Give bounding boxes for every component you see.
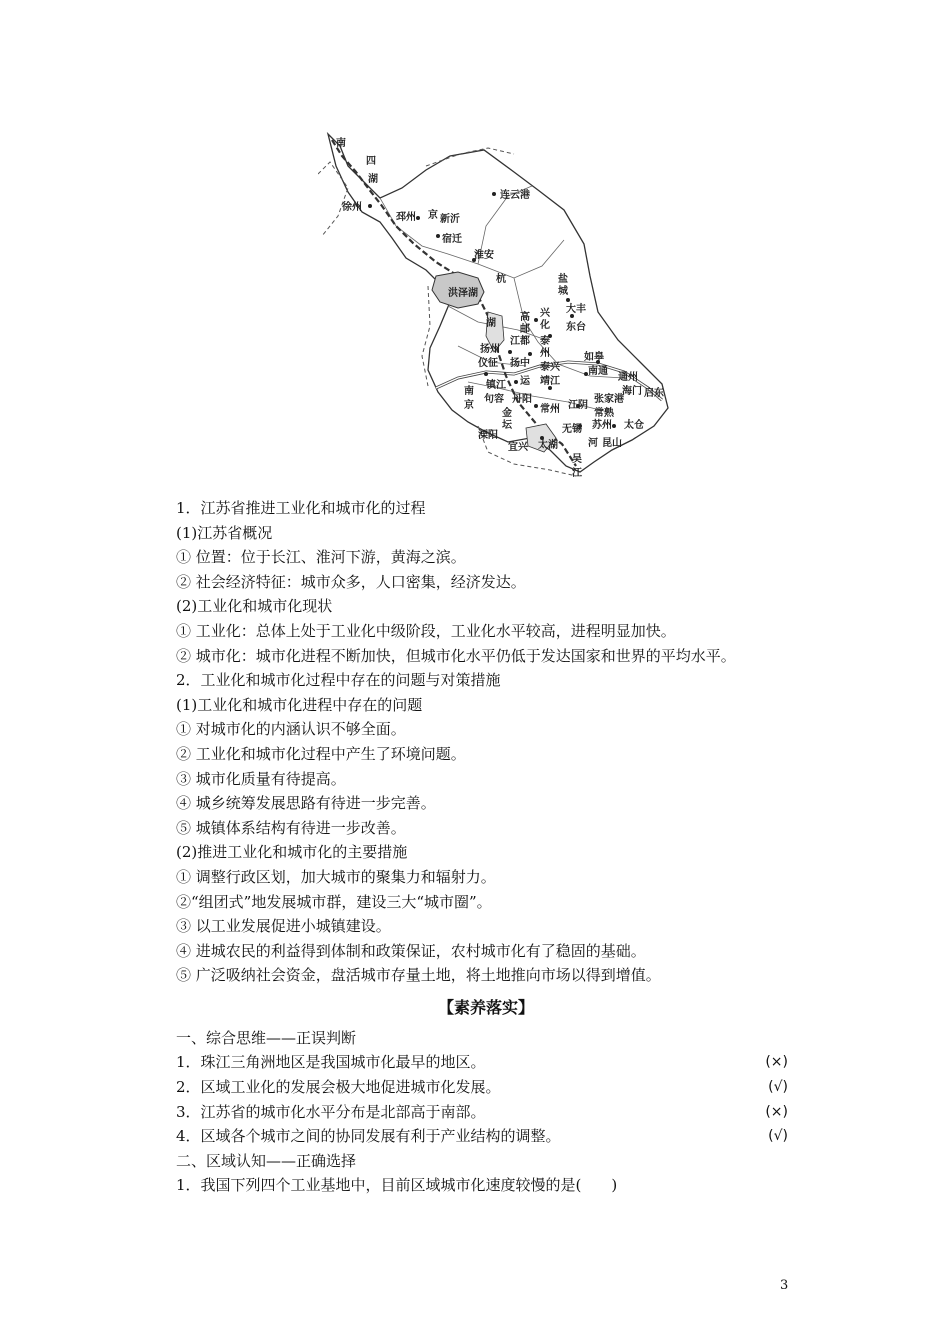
question: 1．我国下列四个工业基地中，目前区域城市化速度较慢的是( ): [176, 1176, 618, 1195]
map-label: 江阴: [568, 400, 588, 411]
map-label: 仪征: [478, 358, 498, 369]
text-line: ③ 以工业发展促进小城镇建设。: [176, 917, 391, 936]
map-label: 江: [572, 468, 582, 479]
text-line: 2．工业化和城市化过程中存在的问题与对策措施: [176, 671, 501, 690]
map-label: 化: [540, 320, 550, 331]
map-label: 徐州: [342, 202, 362, 213]
map-label: 兴: [540, 308, 550, 319]
text-line: ③ 城市化质量有待提高。: [176, 769, 346, 788]
map-label: 启东: [644, 388, 664, 399]
judgement-text: 2．区域工业化的发展会极大地促进城市化发展。: [176, 1078, 501, 1097]
map-label: 常州: [540, 404, 560, 415]
map-label: 丹阳: [512, 394, 532, 405]
jiangsu-map: [318, 126, 680, 482]
map-label: 河: [588, 438, 598, 449]
map-label: 宜兴: [508, 442, 528, 453]
text-line: ② 工业化和城市化过程中产生了环境问题。: [176, 744, 466, 763]
text-line: ⑤ 城镇体系结构有待进一步改善。: [176, 818, 406, 837]
map-label: 句容: [484, 394, 504, 405]
map-label: 昆山: [602, 438, 622, 449]
map-label: 扬中: [510, 358, 530, 369]
map-label: 通州: [618, 372, 638, 383]
map-label: 高: [520, 312, 530, 323]
text-line: ② 社会经济特征：城市众多，人口密集，经济发达。: [176, 572, 526, 591]
text-line: ② 城市化：城市化进程不断加快，但城市化水平仍低于发达国家和世界的平均水平。: [176, 646, 736, 665]
judgement-item: [176, 1050, 788, 1075]
judgement-item: [176, 1075, 788, 1100]
map-label: 吴: [572, 454, 582, 465]
judgement-item: [176, 1100, 788, 1125]
map-label: 邮: [520, 324, 530, 335]
map-label: 常熟: [594, 408, 614, 419]
text-line: ⑤ 广泛吸纳社会资金，盘活城市存量土地，将土地推向市场以得到增值。: [176, 966, 661, 985]
judgement-mark: (×): [765, 1103, 788, 1120]
map-label: 淮安: [474, 250, 494, 261]
map-label: 如皋: [584, 352, 604, 363]
text-line: ① 工业化：总体上处于工业化中级阶段，工业化水平较高，进程明显加快。: [176, 621, 676, 640]
map-label: 海门: [622, 386, 642, 397]
map-label: 京: [464, 400, 474, 411]
map-label: 湖: [368, 174, 378, 185]
part-title: 二、区域认知——正确选择: [176, 1151, 357, 1170]
map-label: 宿迁: [442, 234, 462, 245]
text-line: (2)工业化和城市化现状: [176, 597, 333, 616]
map-label: 运: [520, 376, 530, 387]
text-line: (1)江苏省概况: [176, 523, 273, 542]
map-label: 盐: [558, 274, 568, 285]
map-label: 溧阳: [478, 430, 498, 441]
map-label: 连云港: [500, 190, 530, 201]
text-line: (1)工业化和城市化进程中存在的问题: [176, 695, 423, 714]
map-label: 坛: [502, 420, 512, 431]
map-label: 泰兴: [540, 362, 560, 373]
map-label: 靖江: [540, 376, 560, 387]
map-label: 太湖: [538, 440, 558, 451]
map-label: 扬州: [480, 344, 500, 355]
judgement-text: 4．区域各个城市之间的协同发展有利于产业结构的调整。: [176, 1127, 561, 1146]
judgement-item: [176, 1124, 788, 1149]
map-label: 四: [366, 156, 376, 167]
map-label: 镇江: [486, 380, 506, 391]
map-label: 城: [558, 286, 568, 297]
text-line: ②“组团式”地发展城市群，建设三大“城市圈”。: [176, 892, 492, 911]
text-line: ④ 城乡统筹发展思路有待进一步完善。: [176, 794, 436, 813]
map-label: 张家港: [594, 394, 624, 405]
text-line: ① 调整行政区划，加大城市的聚集力和辐射力。: [176, 867, 496, 886]
text-line: (2)推进工业化和城市化的主要措施: [176, 843, 408, 862]
map-label: 太仓: [624, 420, 644, 431]
text-line: 1．江苏省推进工业化和城市化的过程: [176, 499, 426, 517]
page-number: 3: [780, 1278, 789, 1293]
text-line: ① 对城市化的内涵认识不够全面。: [176, 720, 406, 739]
judgement-mark: (√): [768, 1079, 788, 1096]
map-label: 南通: [588, 366, 608, 377]
judgement-mark: (√): [768, 1128, 788, 1145]
text-line: ④ 进城农民的利益得到体制和政策保证，农村城市化有了稳固的基础。: [176, 941, 646, 960]
map-label: 杭: [496, 274, 506, 285]
document-body: [176, 496, 796, 1198]
map-label: 新沂: [440, 214, 460, 225]
judgement-text: 3．江苏省的城市化水平分布是北部高于南部。: [176, 1102, 486, 1121]
map-label: 京: [428, 210, 438, 221]
map-label: 无锡: [562, 424, 582, 435]
map-label: 东台: [566, 322, 586, 333]
map-label: 州: [540, 348, 550, 359]
map-label: 洪泽湖: [448, 288, 478, 299]
map-label: 邳州: [396, 212, 416, 223]
judgement-mark: (×): [765, 1054, 788, 1071]
map-label: 南: [464, 386, 474, 397]
map-label: 金: [502, 408, 512, 419]
map-label: 湖: [486, 318, 496, 329]
text-line: ① 位置：位于长江、淮河下游，黄海之滨。: [176, 548, 466, 567]
part-title: 一、综合思维——正误判断: [176, 1028, 357, 1047]
map-label: 南: [336, 138, 346, 149]
judgement-text: 1．珠江三角洲地区是我国城市化最早的地区。: [176, 1053, 486, 1072]
section-title: 【素养落实】: [437, 997, 534, 1017]
map-label: 泰: [540, 336, 550, 347]
map-label: 江都: [510, 336, 530, 347]
map-label: 大丰: [566, 304, 586, 315]
map-label: 苏州: [592, 420, 612, 431]
